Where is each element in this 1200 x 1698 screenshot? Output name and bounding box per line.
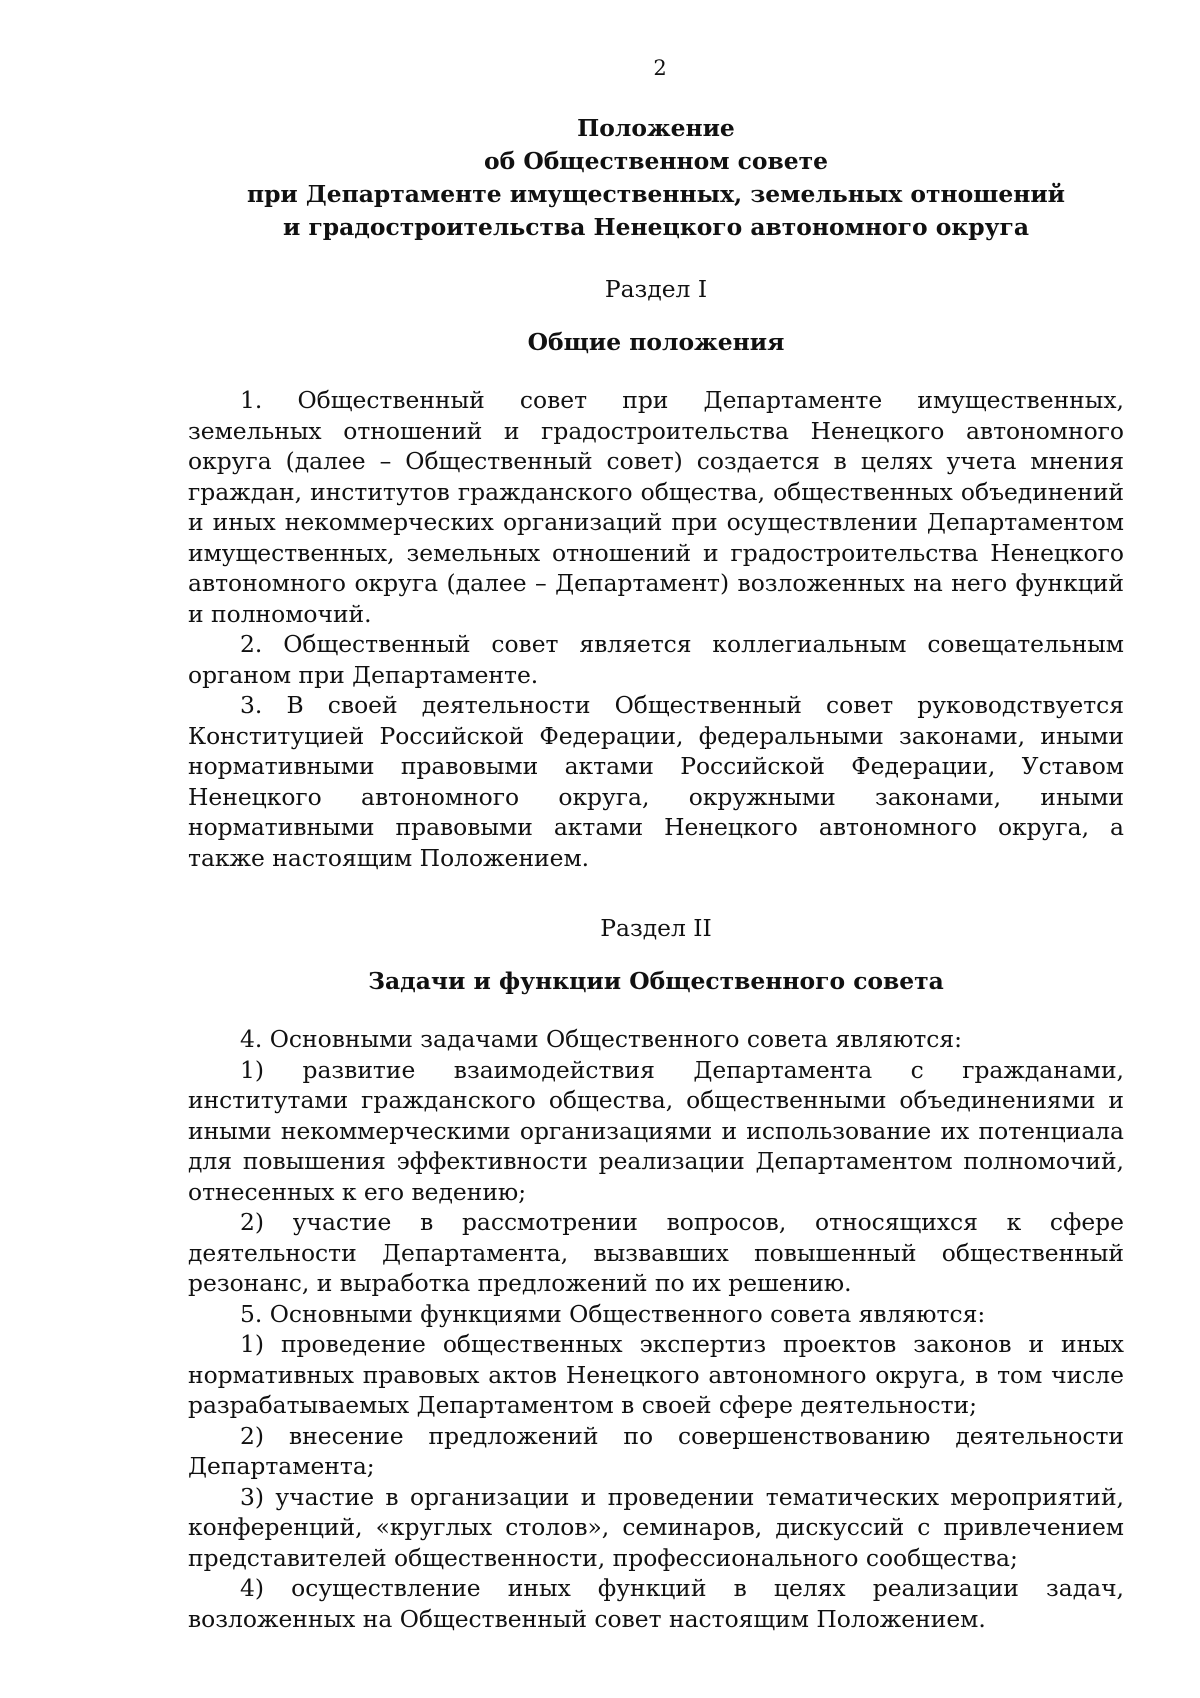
paragraph: 2) внесение предложений по совершенствованию деятельности Департамента; bbox=[188, 1421, 1124, 1480]
title-line-2: об Общественном совете bbox=[483, 147, 829, 175]
paragraph: 1) развитие взаимодействия Департамента с гражданами, институтами гражданского общества, общественными объединениями и иными некоммерческими организациями и использование их потенциала для повышения эффективности реализации Департаментом полномочий, отнесенных к его ведению; bbox=[188, 1055, 1124, 1206]
title-line-3: при Департаменте имущественных, земельных отношений bbox=[246, 180, 1066, 208]
paragraph: 5. Основными функциями Общественного совета являются: bbox=[240, 1299, 986, 1328]
document-body bbox=[188, 112, 1124, 1634]
paragraph: 4) осуществление иных функций в целях реализации задач, возложенных на Общественный совет настоящим Положением. bbox=[188, 1574, 1124, 1633]
paragraph: 4. Основными задачами Общественного совета являются: bbox=[240, 1025, 963, 1053]
section-1-heading: Общие положения bbox=[527, 327, 785, 356]
section-2-label: Раздел II bbox=[600, 914, 712, 942]
page-number: 2 bbox=[653, 56, 667, 80]
title-line-4: и градостроительства Ненецкого автономного округа bbox=[282, 213, 1030, 241]
section-1-label: Раздел I bbox=[604, 275, 708, 303]
title-line-1: Положение bbox=[577, 114, 735, 142]
paragraph: 2. Общественный совет является коллегиальным совещательным органом при Департаменте. bbox=[188, 630, 1124, 689]
paragraph: 3. В своей деятельности Общественный совет руководствуется Конституцией Российской Федерации, федеральными законами, иными нормативными правовыми актами Российской Федерации, Уставом Ненецкого автономного округа, окружными законами, иными нормативными правовыми актами Ненецкого автономного округа, а также настоящим Положением. bbox=[188, 691, 1124, 872]
section-2-heading: Задачи и функции Общественного совета bbox=[368, 966, 944, 995]
document-title bbox=[188, 112, 1124, 244]
paragraph: 1. Общественный совет при Департаменте имущественных, земельных отношений и градостроительства Ненецкого автономного округа (далее – Общественный совет) создается в целях учета мнения граждан, институтов гражданского общества, общественных объединений и иных некоммерческих организаций при осуществлении Департаментом имущественных, земельных отношений и градостроительства Ненецкого автономного округа (далее – Департамент) возложенных на него функций и полномочий. bbox=[188, 386, 1124, 628]
paragraph: 2) участие в рассмотрении вопросов, относящихся к сфере деятельности Департамента, вызвавших повышенный общественный резонанс, и выработка предложений по их решению. bbox=[188, 1208, 1124, 1297]
paragraph: 1) проведение общественных экспертиз проектов законов и иных нормативных правовых актов Ненецкого автономного округа, в том числе разрабатываемых Департаментом в своей сфере деятельности; bbox=[188, 1330, 1124, 1419]
paragraph: 3) участие в организации и проведении тематических мероприятий, конференций, «круглых столов», семинаров, дискуссий с привлечением представителей общественности, профессионального сообщества; bbox=[188, 1482, 1124, 1572]
